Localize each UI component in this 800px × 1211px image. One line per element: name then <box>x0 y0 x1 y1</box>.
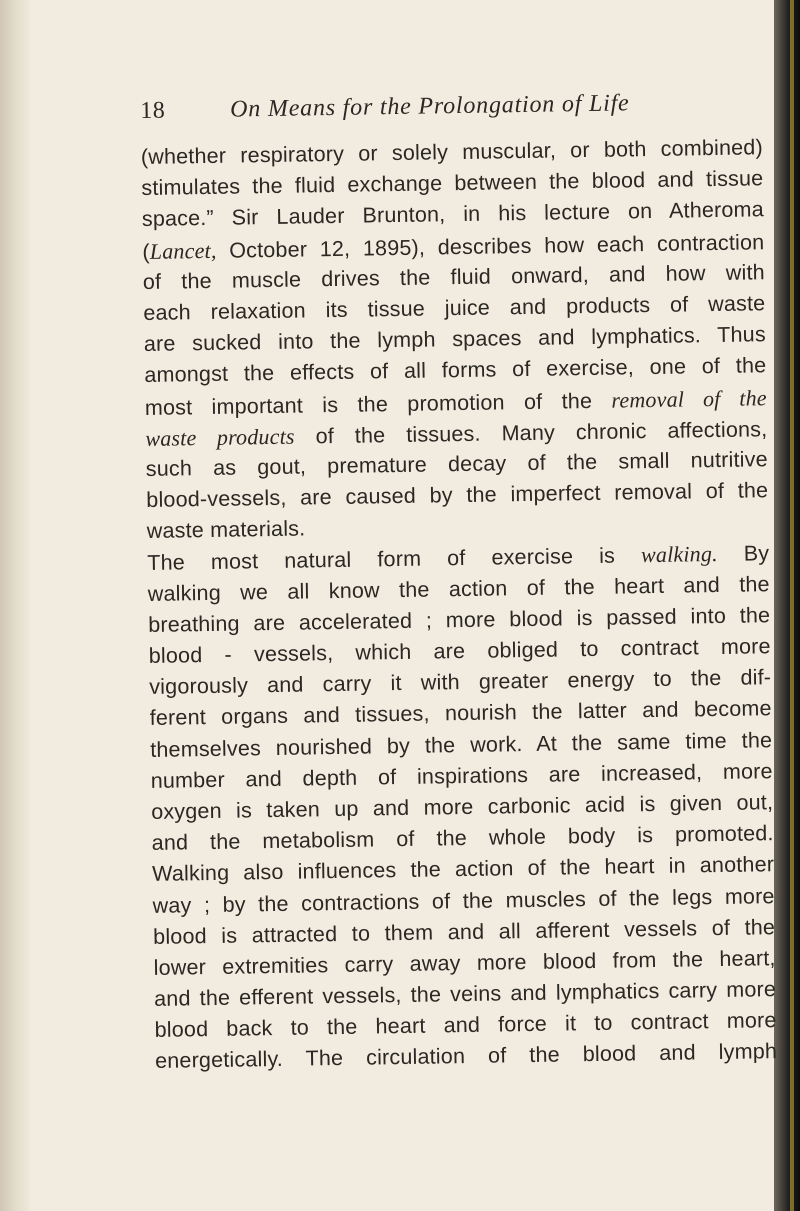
text-segment: number and depth of inspirations are increased, more <box>150 758 773 793</box>
text-segment: walking we all know the action of the heart and the <box>147 571 770 606</box>
text-segment: lower extremities carry away more blood from the heart, <box>153 945 776 980</box>
italic-text: Lancet, <box>149 237 217 264</box>
text-segment: themselves nourished by the work. At the same time the <box>150 727 773 762</box>
page-binding-shadow <box>0 0 30 1211</box>
text-segment: Walking also influences the action of the heart in another <box>152 852 775 887</box>
text-segment: oxygen is taken up and more carbonic acid is given out, <box>151 790 774 824</box>
text-segment: By <box>717 541 770 567</box>
text-segment: way ; by the contractions of the muscles of the legs more <box>152 883 775 918</box>
text-segment: and the metabolism of the whole body is promoted. <box>151 821 774 856</box>
text-segment: most important is the promotion of the <box>144 388 612 420</box>
text-segment: ferent organs and tissues, nourish the latter and become <box>149 696 772 731</box>
text-segment: breathing are accelerated ; more blood is passed into the <box>148 602 771 637</box>
italic-text: walking. <box>640 541 718 568</box>
text-segment: of the muscle drives the fluid onward, and how with <box>142 259 765 294</box>
text-segment: waste materials. <box>146 516 306 544</box>
text-segment: of the tissues. Many chronic affections, <box>294 416 768 449</box>
page-number: 18 <box>140 97 166 124</box>
text-segment: blood-vessels, are caused by the imperfect removal of the <box>146 478 769 513</box>
book-page <box>140 88 777 1077</box>
italic-text: waste products <box>145 423 295 451</box>
text-segment: ( <box>142 239 150 264</box>
running-title: On Means for the Prolongation of Life <box>229 90 630 123</box>
page-edge <box>774 0 800 1211</box>
text-segment: The most natural form of exercise is <box>147 543 642 576</box>
text-segment: (whether respiratory or solely muscular, or both combined) <box>140 135 764 169</box>
text-segment: October 12, 1895), describes how each contraction <box>216 229 765 263</box>
text-segment: and the efferent vessels, the veins and lymphatics carry more <box>153 977 777 1011</box>
text-segment: such as gout, premature decay of the small nutritive <box>145 447 768 481</box>
text-segment: blood back to the heart and force it to contract more <box>154 1008 777 1043</box>
text-segment: vigorously and carry it with greater energy to the dif- <box>149 665 772 700</box>
text-segment: each relaxation its tissue juice and products of waste <box>143 291 766 325</box>
text-segment: blood - vessels, which are obliged to contract more <box>148 634 771 668</box>
body-text <box>141 132 778 1077</box>
italic-text: removal of the <box>611 384 767 413</box>
text-segment: energetically. The circulation of the blood and lymph <box>154 1039 778 1074</box>
text-segment: stimulates the fluid exchange between the blood and tissue <box>141 166 764 201</box>
page-edge-highlight <box>790 0 794 1211</box>
text-segment: blood is attracted to them and all afferent vessels of the <box>152 914 776 949</box>
text-segment: space.” Sir Lauder Brunton, in his lecture on Atheroma <box>141 197 765 232</box>
text-segment: amongst the effects of all forms of exercise, one of the <box>144 353 767 388</box>
text-segment: are sucked into the lymph spaces and lymphatics. Thus <box>143 322 766 357</box>
